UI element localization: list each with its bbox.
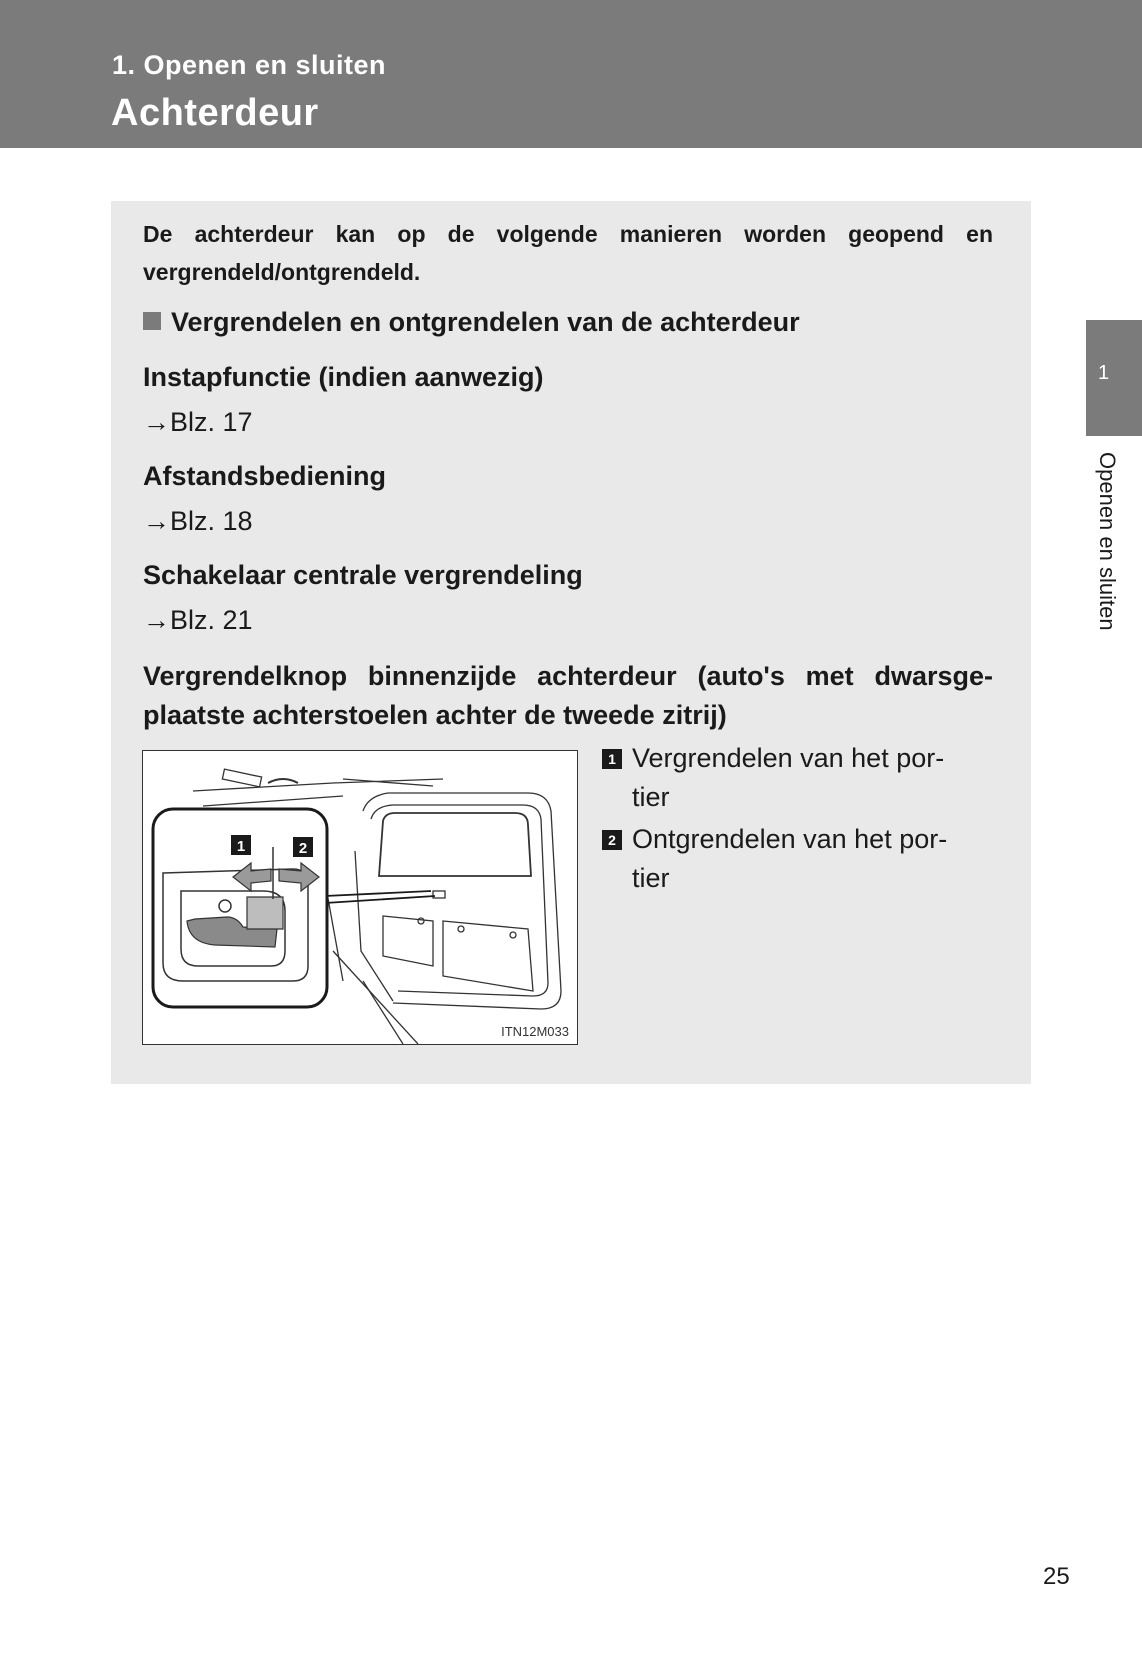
- legend-item-lock: [602, 739, 992, 817]
- square-bullet-icon: [143, 312, 161, 330]
- item-ref-instapfunctie: →Blz. 17: [143, 407, 253, 437]
- door-lock-illustration: [142, 750, 578, 1045]
- item-ref-afstandsbediening: →Blz. 18: [143, 506, 253, 536]
- legend-text-unlock: Ontgrendelen van het por-: [632, 824, 948, 854]
- page-number: 25: [1043, 1563, 1070, 1590]
- intro-text: De achterdeur kan op de volgende manieren worden geopend en vergrendeld/ontgrendeld.: [143, 221, 993, 285]
- tailgate-drawing: [143, 751, 577, 1044]
- legend-text-unlock-cont: tier: [632, 863, 670, 893]
- item-heading-instapfunctie: Instapfunctie (indien aanwezig): [143, 362, 544, 392]
- legend-text-lock: Vergrendelen van het por-: [632, 743, 945, 773]
- legend-text-lock-cont: tier: [632, 782, 670, 812]
- label-1: 1: [236, 838, 246, 855]
- legend-item-unlock: [602, 820, 992, 898]
- item-ref-centrale-vergrendeling: →Blz. 21: [143, 605, 253, 635]
- chapter-tab-label: Openen en sluiten: [1095, 452, 1120, 631]
- section-title: 1. Openen en sluiten: [112, 50, 387, 80]
- page-title: Achterdeur: [111, 92, 319, 134]
- chapter-header: [0, 0, 1142, 148]
- item-heading-centrale-vergrendeling: Schakelaar centrale vergrendeling: [143, 560, 583, 590]
- chapter-tab-number: 1: [1098, 362, 1110, 384]
- chapter-tab: [1086, 320, 1142, 436]
- label-2: 2: [298, 840, 308, 857]
- item-heading-afstandsbediening: Afstandsbediening: [143, 461, 387, 491]
- section-heading-text: Vergrendelen en ontgrendelen van de achterdeur: [171, 307, 800, 337]
- inner-lock-heading: Vergrendelknop binnenzijde achterdeur (auto's met dwarsge-plaatste achterstoelen achter de tweede zitrij): [143, 661, 993, 730]
- figure-code: ITN12M033: [501, 1024, 569, 1039]
- legend-number-1: 1: [602, 749, 622, 769]
- section-heading: [143, 307, 800, 338]
- legend-number-2: 2: [602, 830, 622, 850]
